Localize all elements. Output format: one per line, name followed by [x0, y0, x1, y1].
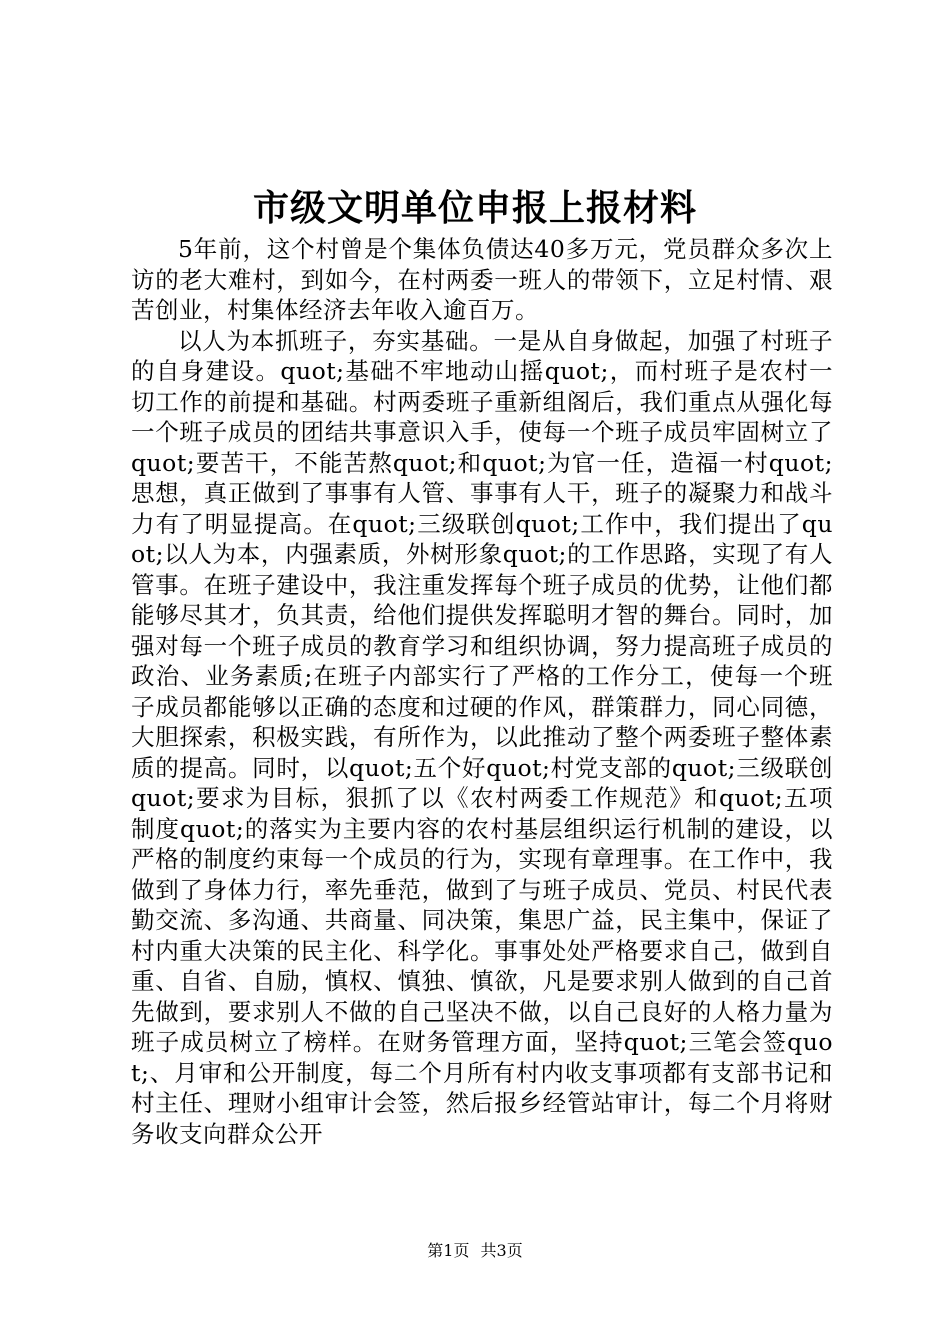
page-total: 共3页 — [480, 1241, 523, 1260]
page-footer — [0, 1240, 950, 1262]
paragraph-team-building: 以人为本抓班子，夯实基础。一是从自身做起，加强了村班子的自身建设。quot;基础不牢地动山摇quot;，而村班子是农村一切工作的前提和基础。村两委班子重新组阁后，我们重点从强化每一个班子成员的团结共事意识入手，使每一个班子成员牢固树立了quot;要苦干，不能苦熬quot;和quot;为官一任，造福一村quot;思想，真正做到了事事有人管、事事有人干，班子的凝聚力和战斗力有了明显提高。在quot;三级联创quot;工作中，我们提出了quot;以人为本，内强素质，外树形象quot;的工作思路，实现了有人管事。在班子建设中，我注重发挥每个班子成员的优势，让他们都能够尽其才，负其责，给他们提供发挥聪明才智的舞台。同时，加强对每一个班子成员的教育学习和组织协调，努力提高班子成员的政治、业务素质;在班子内部实行了严格的工作分工，使每一个班子成员都能够以正确的态度和过硬的作风，群策群力，同心同德，大胆探索，积极实践，有所作为，以此推动了整个两委班子整体素质的提高。同时，以quot;五个好quot;村党支部的quot;三级联创quot;要求为目标，狠抓了以《农村两委工作规范》和quot;五项制度quot;的落实为主要内容的农村基层组织运行机制的建设，以严格的制度约束每一个成员的行为，实现有章理事。在工作中，我做到了身体力行，率先垂范，做到了与班子成员、党员、村民代表勤交流、多沟通、共商量、同决策，集思广益，民主集中，保证了村内重大决策的民主化、科学化。事事处处严格要求自己，做到自重、自省、自励，慎权、慎独、慎欲，凡是要求别人做到的自己首先做到，要求别人不做的自己坚决不做，以自己良好的人格力量为班子成员树立了榜样。在财务管理方面，坚持quot;三笔会签quot;、月审和公开制度，每二个月所有村内收支事项都有支部书记和村主任、理财小组审计会签，然后报乡经管站审计，每二个月将财务收支向群众公开 — [131, 326, 833, 1148]
document-body — [131, 234, 833, 1149]
page-number: 第1页 — [427, 1241, 470, 1260]
document-title: 市级文明单位申报上报材料 — [252, 187, 697, 229]
paragraph-intro: 5年前，这个村曾是个集体负债达40多万元，党员群众多次上访的老大难村，到如今，在村两委一班人的带领下，立足村情、艰苦创业，村集体经济去年收入逾百万。 — [131, 235, 833, 324]
